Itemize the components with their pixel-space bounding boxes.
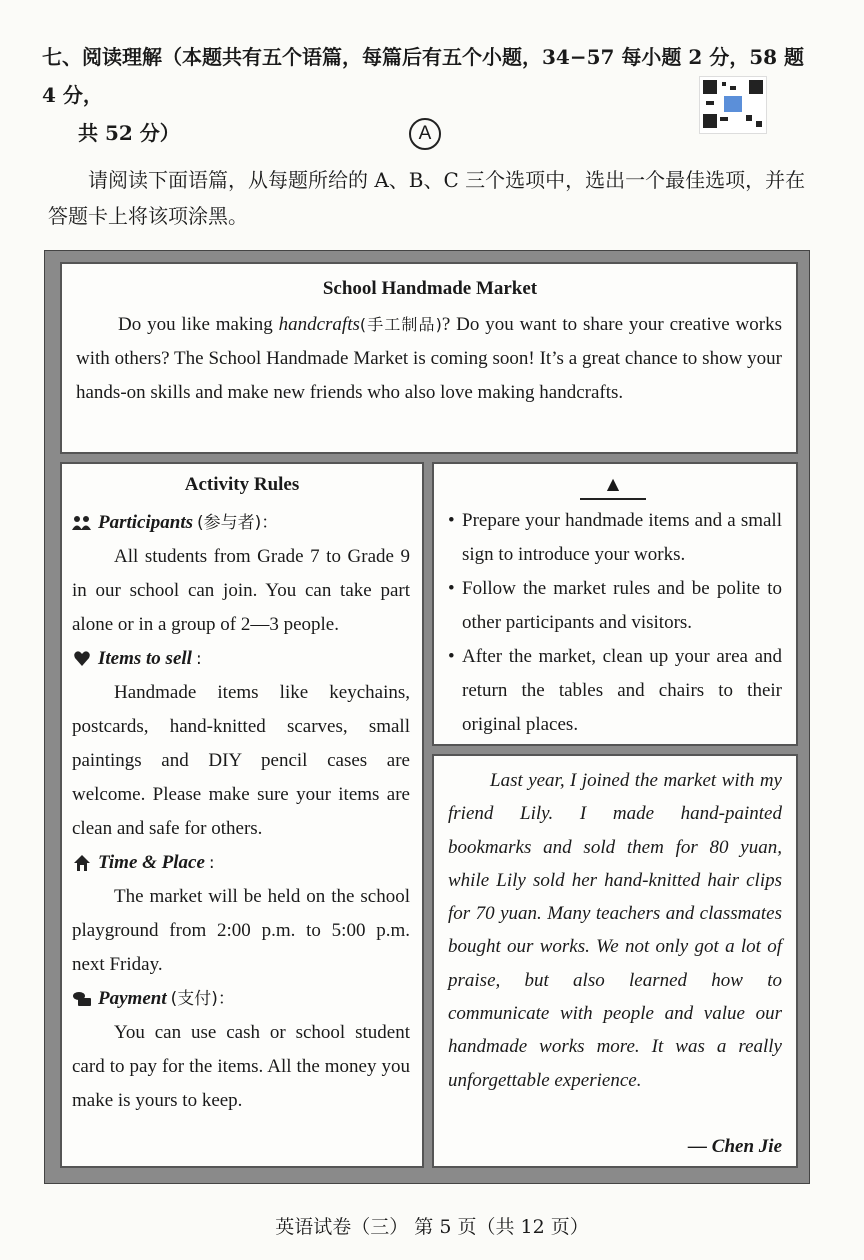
- house-icon: [72, 854, 92, 872]
- italic-word: handcrafts: [278, 314, 360, 335]
- rules-list: [72, 506, 410, 1118]
- list-item: • After the market, clean up your area and return the tables and chairs to their original places.: [448, 640, 782, 742]
- rule-heading-participants: Participants (参与者)：: [72, 506, 410, 540]
- blank-mark: ▲: [580, 474, 646, 500]
- page-footer: 英语试卷（三） 第 5 页（共 12 页）: [275, 1216, 589, 1238]
- rule-heading-time-place: Time & Place :: [72, 846, 410, 880]
- instruction-text: 请阅读下面语篇，从每题所给的 A、B、C 三个选项中，选出一个最佳选项，并在答题卡上将该项涂黑。: [48, 168, 806, 228]
- story-text: Last year, I joined the market with my friend Lily. I made hand-painted bookmarks and sold them for 80 yuan, while Lily sold her hand-knitted hair clips for 70 yuan. Many teachers and classmates bought our works. We not only got a lot of praise, but also learned how to communicate with people and value our handmade works more. It was a really unforgettable experience.: [448, 770, 782, 1091]
- people-icon: [72, 514, 92, 532]
- section-heading-line1: 七、阅读理解（本题共有五个语篇，每篇后有五个小题，34−57 每小题 2 分，58 题 4 分，: [42, 45, 805, 107]
- rules-title: Activity Rules: [184, 474, 300, 495]
- tips-list: [448, 504, 782, 742]
- heart-icon: [72, 650, 92, 668]
- rule-text-time-place: The market will be held on the school playground from 2:00 p.m. to 5:00 p.m. next Friday.: [72, 886, 410, 975]
- story-signature: — Chen Jie: [688, 1136, 782, 1157]
- rule-heading-payment: Payment (支付)：: [72, 982, 410, 1016]
- qr-code-icon[interactable]: [699, 76, 767, 134]
- rule-heading-items: Items to sell :: [72, 642, 410, 676]
- payment-icon: [72, 990, 92, 1008]
- rule-text-payment: You can use cash or school student card to pay for the items. All the money you make is yours to keep.: [72, 1022, 410, 1111]
- list-item: • Follow the market rules and be polite to other participants and visitors.: [448, 572, 782, 640]
- passage-title: School Handmade Market: [322, 278, 538, 299]
- list-item: • Prepare your handmade items and a small sign to introduce your works.: [448, 504, 782, 572]
- intro-text: Do you like making handcrafts(手工制品)? Do you want to share your creative works with others? The School Handmade Market is coming soon! It’s a great chance to show your hands-on skills and make new friends who also love making handcrafts.: [76, 314, 783, 403]
- passage-label: A: [409, 118, 441, 150]
- rule-text-items: Handmade items like keychains, postcards, hand-knitted scarves, small paintings and DIY pencil cases are welcome. Please make sure your items are clean and safe for others.: [72, 682, 410, 839]
- section-heading-line2: 共 52 分）: [78, 121, 180, 145]
- rule-text-participants: All students from Grade 7 to Grade 9 in our school can join. You can take part alone or in a group of 2—3 people.: [72, 546, 410, 635]
